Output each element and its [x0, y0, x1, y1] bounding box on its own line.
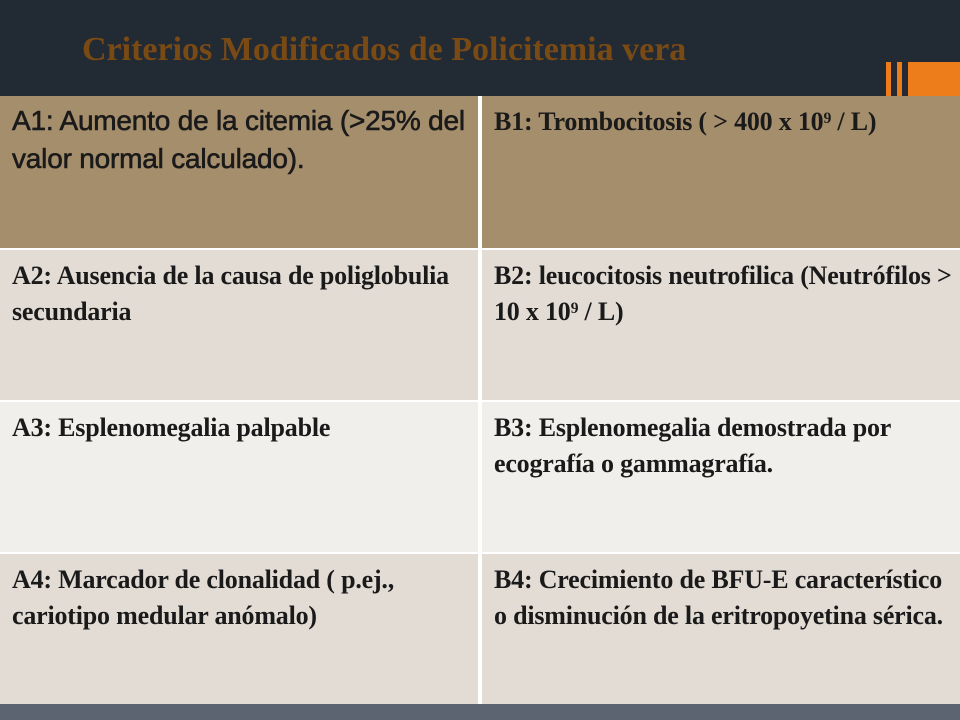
criteria-table [0, 96, 960, 704]
slide-header [0, 0, 960, 96]
criterion-a3: A3: Esplenomegalia palpable [0, 402, 478, 552]
accent-bar-thin-2 [897, 62, 902, 96]
accent-bar-block [908, 62, 960, 96]
slide-footer-bar [0, 704, 960, 720]
criterion-b3: B3: Esplenomegalia demostrada por ecografía o gammagrafía. [482, 402, 960, 552]
criterion-a1: A1: Aumento de la citemia (>25% del valor normal calculado). [0, 96, 478, 248]
criterion-a4: A4: Marcador de clonalidad ( p.ej., cariotipo medular anómalo) [0, 554, 478, 704]
criterion-b2: B2: leucocitosis neutrofilica (Neutrófilos > 10 x 10⁹ / L) [482, 250, 960, 400]
criterion-b4: B4: Crecimiento de BFU-E característico o disminución de la eritropoyetina sérica. [482, 554, 960, 704]
slide-title: Criterios Modificados de Policitemia vera [82, 31, 687, 68]
criterion-b1: B1: Trombocitosis ( > 400 x 10⁹ / L) [482, 96, 960, 248]
criteria-grid [0, 96, 960, 704]
accent-bar-thin-1 [886, 62, 891, 96]
criterion-a2: A2: Ausencia de la causa de poliglobulia secundaria [0, 250, 478, 400]
